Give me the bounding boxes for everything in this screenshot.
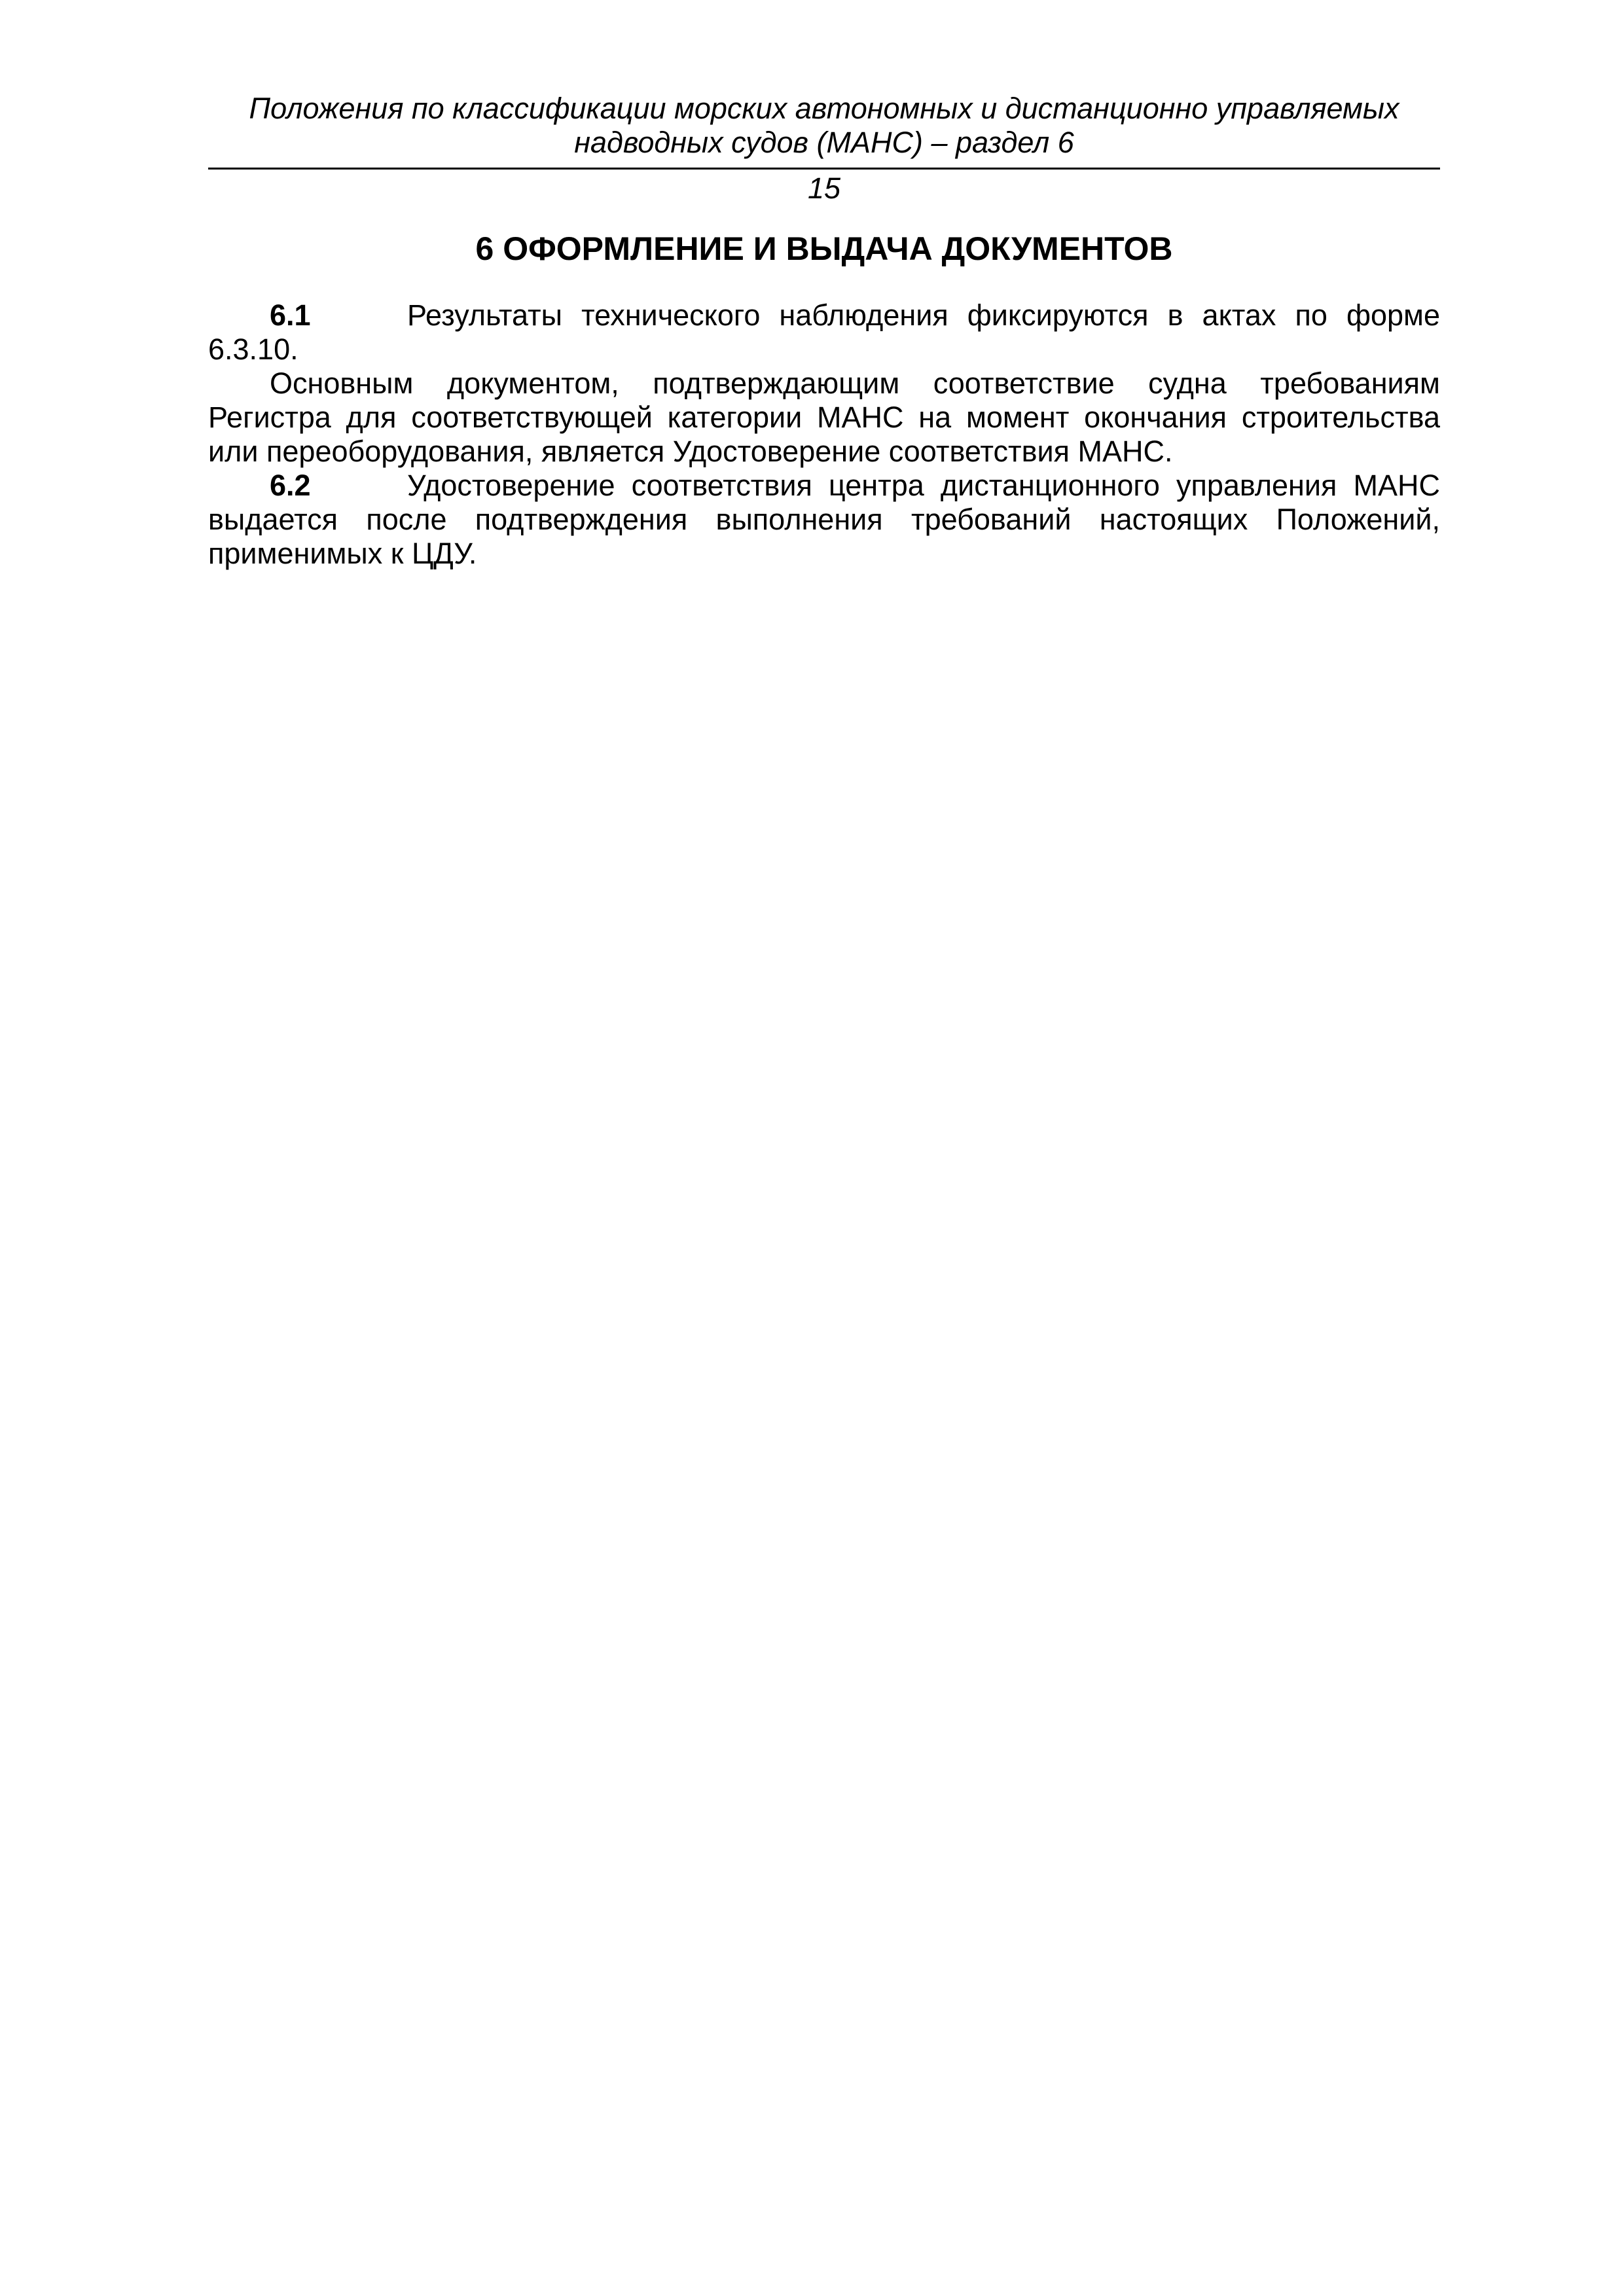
header-line-2: надводных судов (МАНС) – раздел 6 — [574, 126, 1074, 159]
paragraph-6-1 — [208, 298, 1440, 367]
paragraph-main-document — [208, 367, 1440, 469]
paragraph-text: Основным документом, подтверждающим соответствие судна требованиям Регистра для соответствующей категории МАНС на момент окончания строительства или переоборудования, является Удостоверение соответствия МАНС. — [208, 367, 1440, 468]
running-header — [208, 92, 1440, 160]
section-body — [208, 298, 1440, 571]
page-number: 15 — [807, 171, 841, 205]
header-divider — [208, 168, 1440, 170]
paragraph-6-2 — [208, 469, 1440, 571]
paragraph-text: Результаты технического наблюдения фиксируются в актах по форме 6.3.10. — [208, 298, 1440, 366]
section-title: 6 ОФОРМЛЕНИЕ И ВЫДАЧА ДОКУМЕНТОВ — [475, 230, 1173, 267]
header-line-1: Положения по классификации морских автономных и дистанционно управляемых — [249, 92, 1399, 125]
paragraph-number: 6.1 — [270, 298, 311, 332]
paragraph-text: Удостоверение соответствия центра дистанционного управления МАНС выдается после подтверждения выполнения требований настоящих Положений, применимых к ЦДУ. — [208, 469, 1440, 570]
paragraph-number: 6.2 — [270, 469, 311, 502]
